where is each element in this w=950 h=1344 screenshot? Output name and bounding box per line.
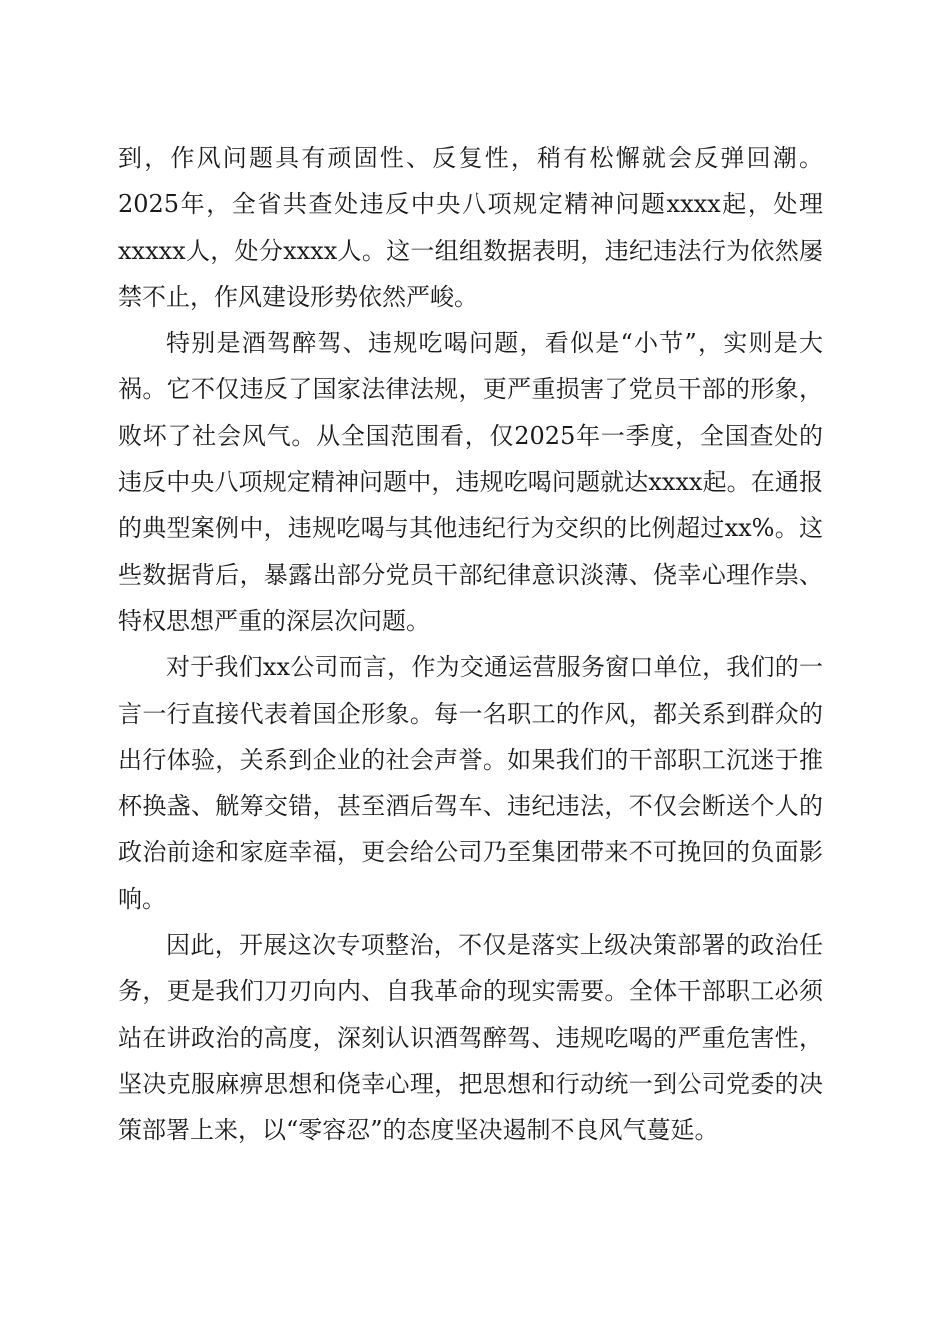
document-body [118, 135, 823, 1154]
paragraph-rectification: 因此，开展这次专项整治，不仅是落实上级决策部署的政治任务，更是我们刀刃向内、自我革命的现实需要。全体干部职工必须站在讲政治的高度，深刻认识酒驾醉驾、违规吃喝的严重危害性，坚决克服麻痹思想和侥幸心理，把思想和行动统一到公司党委的决策部署上来，以“零容忍”的态度坚决遏制不良风气蔓延。 [118, 931, 823, 1145]
paragraph-drunk-driving: 特别是酒驾醉驾、违规吃喝问题，看似是“小节”，实则是大祸。它不仅违反了国家法律法规，更严重损害了党员干部的形象，败坏了社会风气。从全国范围看，仅2025年一季度，全国查处的违反中央八项规定精神问题中，违规吃喝问题就达xxxx起。在通报的典型案例中，违规吃喝与其他违纪行为交织的比例超过xx%。这些数据背后，暴露出部分党员干部纪律意识淡薄、侥幸心理作祟、特权思想严重的深层次问题。 [118, 329, 823, 635]
paragraph-company-image: 对于我们xx公司而言，作为交通运营服务窗口单位，我们的一言一行直接代表着国企形象。每一名职工的作风，都关系到群众的出行体验，关系到企业的社会声誉。如果我们的干部职工沉迷于推杯换盏、觥筹交错，甚至酒后驾车、违纪违法，不仅会断送个人的政治前途和家庭幸福，更会给公司乃至集团带来不可挽回的负面影响。 [118, 653, 823, 913]
paragraph-continuation: 到，作风问题具有顽固性、反复性，稍有松懈就会反弹回潮。2025年，全省共查处违反中央八项规定精神问题xxxx起，处理xxxxx人，处分xxxx人。这一组组数据表明，违纪违法行为依然屡禁不止，作风建设形势依然严峻。 [118, 144, 823, 311]
